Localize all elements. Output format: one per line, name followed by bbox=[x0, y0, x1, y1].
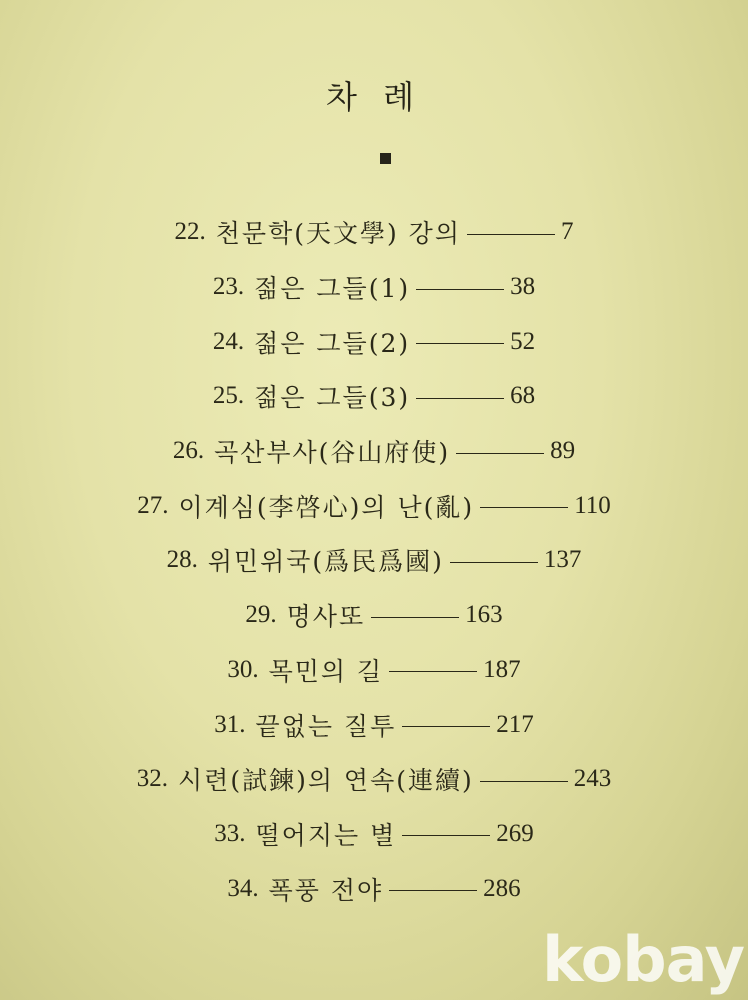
entry-number: 23. bbox=[212, 273, 245, 301]
entry-number: 24. bbox=[212, 327, 245, 355]
leader-line bbox=[416, 289, 504, 290]
toc-entry bbox=[0, 588, 748, 643]
entry-title: 젊은 그들(1) bbox=[254, 274, 411, 304]
entry-number: 22. bbox=[174, 218, 206, 246]
entry-title: 목민의 길 bbox=[268, 656, 384, 686]
entry-number: 31. bbox=[214, 710, 246, 738]
toc-entry bbox=[0, 752, 748, 807]
entry-title: 천문학(天文學) 강의 bbox=[215, 219, 461, 249]
square-bullet-icon bbox=[380, 153, 391, 164]
toc-entry bbox=[0, 643, 748, 698]
leader-line bbox=[467, 234, 555, 235]
entry-number: 34. bbox=[227, 874, 259, 902]
leader-line bbox=[456, 453, 544, 454]
toc-entry bbox=[0, 314, 748, 369]
entry-title: 곡산부사(谷山府使) bbox=[214, 438, 451, 468]
entry-page: 286 bbox=[483, 874, 521, 902]
watermark-logo: kobay bbox=[542, 923, 744, 996]
toc-entry bbox=[0, 205, 748, 260]
leader-line bbox=[480, 781, 568, 782]
entry-number: 30. bbox=[227, 655, 259, 683]
entry-number: 26. bbox=[172, 437, 205, 465]
entry-number: 32. bbox=[136, 765, 169, 793]
leader-line bbox=[450, 562, 538, 563]
entry-title: 젊은 그들(2) bbox=[254, 328, 411, 358]
entry-number: 33. bbox=[214, 819, 246, 847]
entry-number: 27. bbox=[137, 491, 169, 519]
entry-page: 7 bbox=[560, 218, 574, 246]
entry-number: 29. bbox=[245, 601, 277, 629]
entry-page: 187 bbox=[483, 655, 521, 683]
leader-line bbox=[402, 835, 490, 836]
toc-entry bbox=[0, 478, 748, 533]
toc-entry bbox=[0, 369, 748, 424]
entry-page: 269 bbox=[496, 819, 534, 847]
entry-title: 명사또 bbox=[286, 602, 366, 632]
entry-title: 위민위국(爲民爲國) bbox=[207, 547, 444, 577]
leader-line bbox=[371, 617, 459, 618]
entry-number: 25. bbox=[212, 382, 245, 410]
toc-entry bbox=[0, 424, 748, 479]
entry-page: 52 bbox=[510, 327, 536, 355]
table-of-contents bbox=[0, 205, 748, 916]
entry-title: 폭풍 전야 bbox=[268, 875, 384, 905]
toc-entry bbox=[0, 697, 748, 752]
entry-page: 68 bbox=[510, 382, 536, 410]
entry-page: 89 bbox=[550, 437, 576, 465]
leader-line bbox=[402, 726, 490, 727]
entry-page: 243 bbox=[573, 765, 612, 793]
entry-page: 38 bbox=[510, 273, 536, 301]
entry-page: 110 bbox=[574, 491, 611, 519]
toc-entry bbox=[0, 260, 748, 315]
entry-title: 끝없는 질투 bbox=[255, 711, 397, 741]
toc-entry bbox=[0, 533, 748, 588]
entry-page: 163 bbox=[465, 601, 503, 629]
entry-page: 217 bbox=[496, 710, 534, 738]
leader-line bbox=[389, 671, 477, 672]
toc-entry bbox=[0, 861, 748, 916]
page-title: 차 례 bbox=[326, 78, 422, 116]
entry-title: 떨어지는 별 bbox=[255, 820, 397, 850]
entry-page: 137 bbox=[543, 546, 582, 574]
leader-line bbox=[480, 507, 568, 508]
entry-title: 시련(試鍊)의 연속(連續) bbox=[178, 766, 474, 796]
toc-entry bbox=[0, 807, 748, 862]
leader-line bbox=[416, 343, 504, 344]
entry-number: 28. bbox=[166, 546, 198, 574]
entry-title: 젊은 그들(3) bbox=[254, 383, 411, 413]
entry-title: 이계심(李啓心)의 난(亂) bbox=[178, 492, 475, 522]
leader-line bbox=[389, 890, 477, 891]
leader-line bbox=[416, 398, 504, 399]
